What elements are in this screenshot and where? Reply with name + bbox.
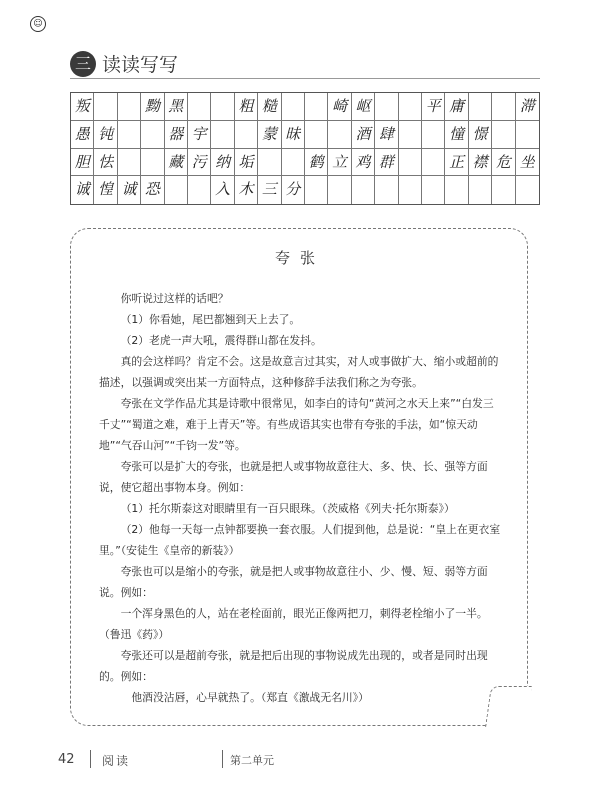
grid-cell	[211, 93, 234, 121]
grid-cell: 酒	[352, 121, 375, 149]
grid-cell	[492, 93, 515, 121]
grid-cell: 憧	[445, 121, 468, 149]
grid-cell	[399, 121, 422, 149]
grid-cell: 恐	[141, 176, 164, 204]
grid-cell	[399, 93, 422, 121]
grid-cell: 惶	[94, 176, 117, 204]
grid-cell	[118, 121, 141, 149]
grid-cell	[305, 121, 328, 149]
grid-cell: 昧	[282, 121, 305, 149]
grid-cell	[118, 149, 141, 177]
grid-cell	[305, 93, 328, 121]
grid-cell: 宇	[188, 121, 211, 149]
grid-cell	[492, 121, 515, 149]
grid-cell: 肆	[375, 121, 398, 149]
grid-cell	[305, 176, 328, 204]
grid-cell: 胆	[71, 149, 94, 177]
grid-cell	[469, 176, 492, 204]
grid-cell: 崎	[328, 93, 351, 121]
section-divider	[70, 78, 540, 79]
grid-cell	[235, 121, 258, 149]
body-paragraph: 你听说过这样的话吧？	[120, 292, 229, 305]
grid-cell	[352, 176, 375, 204]
grid-cell	[165, 176, 188, 204]
grid-cell	[188, 176, 211, 204]
grid-cell: 怯	[94, 149, 117, 177]
grid-cell	[141, 121, 164, 149]
grid-cell	[258, 149, 281, 177]
grid-cell: 钝	[94, 121, 117, 149]
grid-cell: 污	[188, 149, 211, 177]
grid-cell: 危	[492, 149, 515, 177]
example-paragraph: 一个浑身黑色的人，站在老栓面前，眼光正像两把刀，刺得老栓缩小了一半。（鲁迅《药》）	[99, 607, 488, 641]
grid-cell	[422, 176, 445, 204]
grid-cell: 垢	[235, 149, 258, 177]
grid-cell: 鹤	[305, 149, 328, 177]
example-paragraph: （2）老虎一声大吼，震得群山都在发抖。	[120, 334, 322, 347]
card-title: 夸张	[274, 249, 325, 267]
body-paragraph: 夸张也可以是缩小的夸张，就是把人或事物故意往小、少、慢、短、弱等方面说。例如：	[99, 565, 488, 599]
grid-cell: 愚	[71, 121, 94, 149]
page-footer	[0, 748, 600, 772]
grid-cell: 立	[328, 149, 351, 177]
grid-cell: 滞	[516, 93, 539, 121]
grid-cell: 群	[375, 149, 398, 177]
grid-cell: 糙	[258, 93, 281, 121]
body-paragraph: 夸张还可以是超前夸张，就是把后出现的事物说成先出现的，或者是同时出现的。例如：	[99, 649, 488, 683]
example-paragraph: （1）你看她，尾巴都翘到天上去了。	[120, 313, 301, 326]
grid-cell: 纳	[211, 149, 234, 177]
section-header	[70, 50, 178, 77]
grid-cell: 平	[422, 93, 445, 121]
body-paragraph: 真的会这样吗？肯定不会。这是故意言过其实，对人或事做扩大、缩小或超前的描述，以强调或突出某一方面特点，这种修辞手法我们称之为夸张。	[99, 355, 499, 389]
grid-cell: 三	[258, 176, 281, 204]
grid-cell	[445, 176, 468, 204]
footer-unit: 第二单元	[230, 754, 274, 767]
grid-cell: 岖	[352, 93, 375, 121]
grid-cell	[188, 93, 211, 121]
grid-cell	[422, 149, 445, 177]
grid-cell: 襟	[469, 149, 492, 177]
body-paragraph: 夸张可以是扩大的夸张，也就是把人或事物故意往大、多、快、长、强等方面说，使它超出事物本身。例如：	[99, 460, 488, 494]
grid-cell	[492, 176, 515, 204]
grid-cell: 坐	[516, 149, 539, 177]
grid-cell: 黑	[165, 93, 188, 121]
page-number: 42	[58, 752, 75, 767]
grid-cell: 叛	[71, 93, 94, 121]
smiley-icon: ☺	[30, 16, 46, 32]
grid-cell	[469, 93, 492, 121]
example-paragraph: （1）托尔斯泰这对眼睛里有一百只眼珠。（茨威格《列夫·托尔斯泰》）	[120, 502, 455, 515]
footer-section: 阅读	[102, 754, 131, 768]
grid-cell: 藏	[165, 149, 188, 177]
card-body	[99, 288, 501, 708]
reading-card	[70, 228, 528, 726]
grid-cell: 鸡	[352, 149, 375, 177]
grid-cell	[94, 93, 117, 121]
grid-cell: 黝	[141, 93, 164, 121]
grid-cell	[211, 121, 234, 149]
grid-cell: 分	[282, 176, 305, 204]
grid-cell: 木	[235, 176, 258, 204]
grid-cell	[328, 121, 351, 149]
grid-cell: 器	[165, 121, 188, 149]
grid-cell: 诚	[118, 176, 141, 204]
grid-cell	[399, 149, 422, 177]
card-corner-fold	[485, 686, 532, 727]
grid-cell	[375, 93, 398, 121]
grid-cell: 庸	[445, 93, 468, 121]
grid-cell	[399, 176, 422, 204]
example-paragraph: （2）他每一天每一点钟都要换一套衣服。人们提到他，总是说：“皇上在更衣室里。”（安徒生《皇帝的新装》）	[99, 523, 501, 557]
grid-cell: 憬	[469, 121, 492, 149]
word-grid	[70, 92, 540, 205]
section-title: 读读写写	[102, 54, 179, 76]
grid-cell: 蒙	[258, 121, 281, 149]
grid-cell: 正	[445, 149, 468, 177]
grid-cell: 粗	[235, 93, 258, 121]
grid-cell	[141, 149, 164, 177]
section-number-badge: 三	[70, 51, 96, 77]
grid-cell	[375, 176, 398, 204]
body-paragraph: 夸张在文学作品尤其是诗歌中很常见，如李白的诗句“黄河之水天上来”“白发三千丈”“蜀道之难，难于上青天”等。有些成语其实也带有夸张的手法，如“惊天动地”“气吞山河”“千钧一发”等。	[99, 397, 494, 452]
grid-cell: 入	[211, 176, 234, 204]
example-paragraph: 他酒没沾唇，心早就热了。（郑直《激战无名川》）	[131, 691, 369, 704]
grid-cell: 诚	[71, 176, 94, 204]
footer-divider	[90, 750, 91, 768]
grid-cell	[328, 176, 351, 204]
grid-cell	[282, 93, 305, 121]
grid-cell	[282, 149, 305, 177]
grid-cell	[118, 93, 141, 121]
grid-cell	[516, 121, 539, 149]
grid-cell	[422, 121, 445, 149]
footer-divider	[222, 750, 223, 768]
grid-cell	[516, 176, 539, 204]
